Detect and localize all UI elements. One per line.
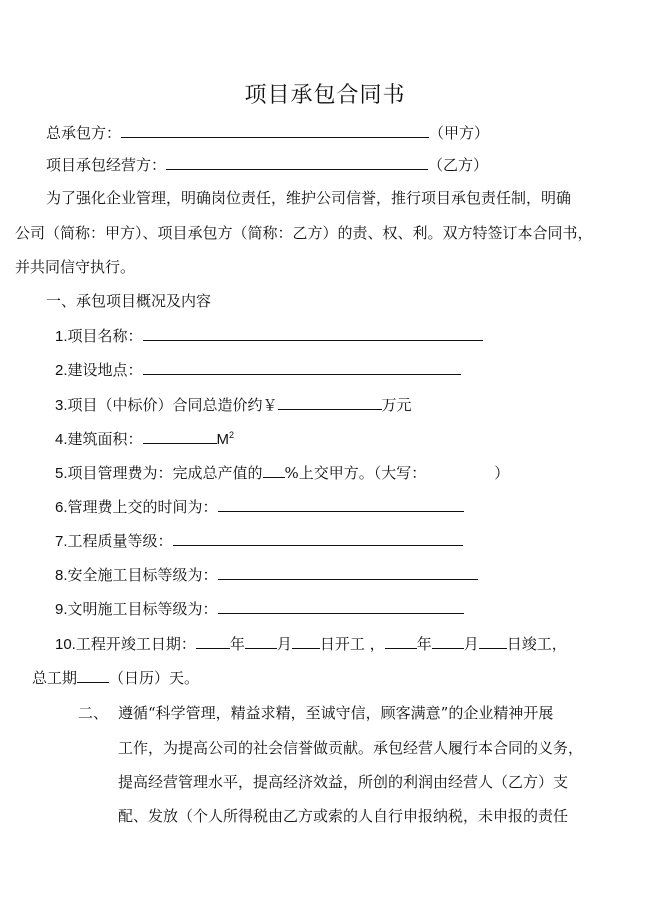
section-1-heading: 一、承包项目概况及内容 <box>46 292 212 310</box>
item-2-number: 2. <box>55 362 68 379</box>
item-1-number: 1. <box>55 328 68 345</box>
start-day-label: 日开工 ， <box>319 635 385 653</box>
item-5-mid: %上交甲方。（大写： <box>284 464 427 482</box>
item-3-suffix: 万元 <box>381 396 412 414</box>
section-2-number: 二、 <box>78 704 109 722</box>
item-8-number: 8. <box>55 567 68 584</box>
item-5-end: ） <box>494 464 510 482</box>
item-3-blank[interactable] <box>278 394 382 410</box>
item-10-number: 10. <box>55 636 76 653</box>
start-year-blank[interactable] <box>196 633 230 649</box>
total-duration-suffix: （日历）天。 <box>109 669 200 687</box>
end-month-label: 月 <box>463 635 479 653</box>
item-7-label: 工程质量等级： <box>67 532 173 550</box>
item-6 <box>55 496 464 518</box>
item-8-blank[interactable] <box>218 564 478 580</box>
end-year-blank[interactable] <box>385 633 417 649</box>
item-6-label: 管理费上交的时间为： <box>67 498 218 516</box>
item-6-blank[interactable] <box>218 496 464 512</box>
item-4-number: 4. <box>55 431 68 448</box>
item-9-label: 文明施工目标等级为： <box>67 600 218 618</box>
item-9-blank[interactable] <box>218 598 464 614</box>
party-b-blank[interactable] <box>166 154 428 170</box>
end-day-blank[interactable] <box>479 633 507 649</box>
item-3-number: 3. <box>55 397 68 414</box>
item-7-blank[interactable] <box>173 530 463 546</box>
item-6-number: 6. <box>55 499 68 516</box>
item-4-blank[interactable] <box>143 428 217 444</box>
item-5 <box>55 462 509 484</box>
party-b-suffix: （乙方） <box>428 156 489 174</box>
item-2 <box>55 359 461 381</box>
intro-line-1: 为了强化企业管理，明确岗位责任，维护公司信誉，推行项目承包责任制，明确 <box>46 189 572 207</box>
item-4 <box>55 428 234 450</box>
item-5-percent-blank[interactable] <box>263 462 285 478</box>
start-month-label: 月 <box>276 635 292 653</box>
end-year-label: 年 <box>416 635 432 653</box>
item-9-number: 9. <box>55 601 68 618</box>
item-7-number: 7. <box>55 533 68 550</box>
item-5-number: 5. <box>55 465 68 482</box>
item-2-label: 建设地点： <box>67 361 143 379</box>
party-b-label: 项目承包经营方： <box>46 156 167 174</box>
item-1-blank[interactable] <box>143 325 483 341</box>
item-10 <box>55 633 567 655</box>
start-year-label: 年 <box>229 635 245 653</box>
end-month-blank[interactable] <box>432 633 464 649</box>
total-duration-line <box>32 667 199 688</box>
item-4-unit: M <box>216 431 230 448</box>
item-2-blank[interactable] <box>143 359 461 375</box>
start-month-blank[interactable] <box>245 633 277 649</box>
section-2-line-1: 遵循“科学管理，精益求精，至诚守信，顾客满意”的企业精神开展 <box>118 704 554 722</box>
item-1 <box>55 325 483 347</box>
intro-line-3: 并共同信守执行。 <box>15 258 136 276</box>
item-4-label: 建筑面积： <box>67 430 143 448</box>
item-7 <box>55 530 463 552</box>
item-1-label: 项目名称： <box>67 327 143 345</box>
intro-line-2: 公司（简称：甲方）、项目承包方（简称：乙方）的责、权、利。双方特签订本合同书， <box>15 224 593 242</box>
party-a-line <box>46 122 489 143</box>
party-a-blank[interactable] <box>121 122 429 138</box>
page-title: 项目承包合同书 <box>244 83 406 108</box>
total-duration-blank[interactable] <box>77 667 109 683</box>
item-10-label: 工程开竣工日期： <box>75 635 196 653</box>
start-day-blank[interactable] <box>292 633 320 649</box>
section-2-line-3: 提高经营管理水平，提高经济效益，所创的利润由经营人（乙方）支 <box>118 773 569 791</box>
party-a-suffix: （甲方） <box>429 124 490 142</box>
item-8-label: 安全施工目标等级为： <box>67 566 218 584</box>
item-9 <box>55 598 464 620</box>
item-3 <box>55 394 412 416</box>
party-a-label: 总承包方： <box>46 124 122 142</box>
item-8 <box>55 564 478 586</box>
item-4-unit-superscript: 2 <box>229 430 235 440</box>
section-2-line-2: 工作，为提高公司的社会信誉做贡献。承包经营人履行本合同的义务， <box>118 739 584 757</box>
end-day-label: 日竣工， <box>506 635 567 653</box>
item-5-label: 项目管理费为：完成总产值的 <box>67 464 263 482</box>
section-2-line-4: 配、发放（个人所得税由乙方或索的人自行申报纳税，未申报的责任 <box>118 807 569 825</box>
party-b-line <box>46 154 488 175</box>
item-3-label: 项目（中标价）合同总造价约￥ <box>67 396 278 414</box>
total-duration-label: 总工期 <box>32 669 78 687</box>
